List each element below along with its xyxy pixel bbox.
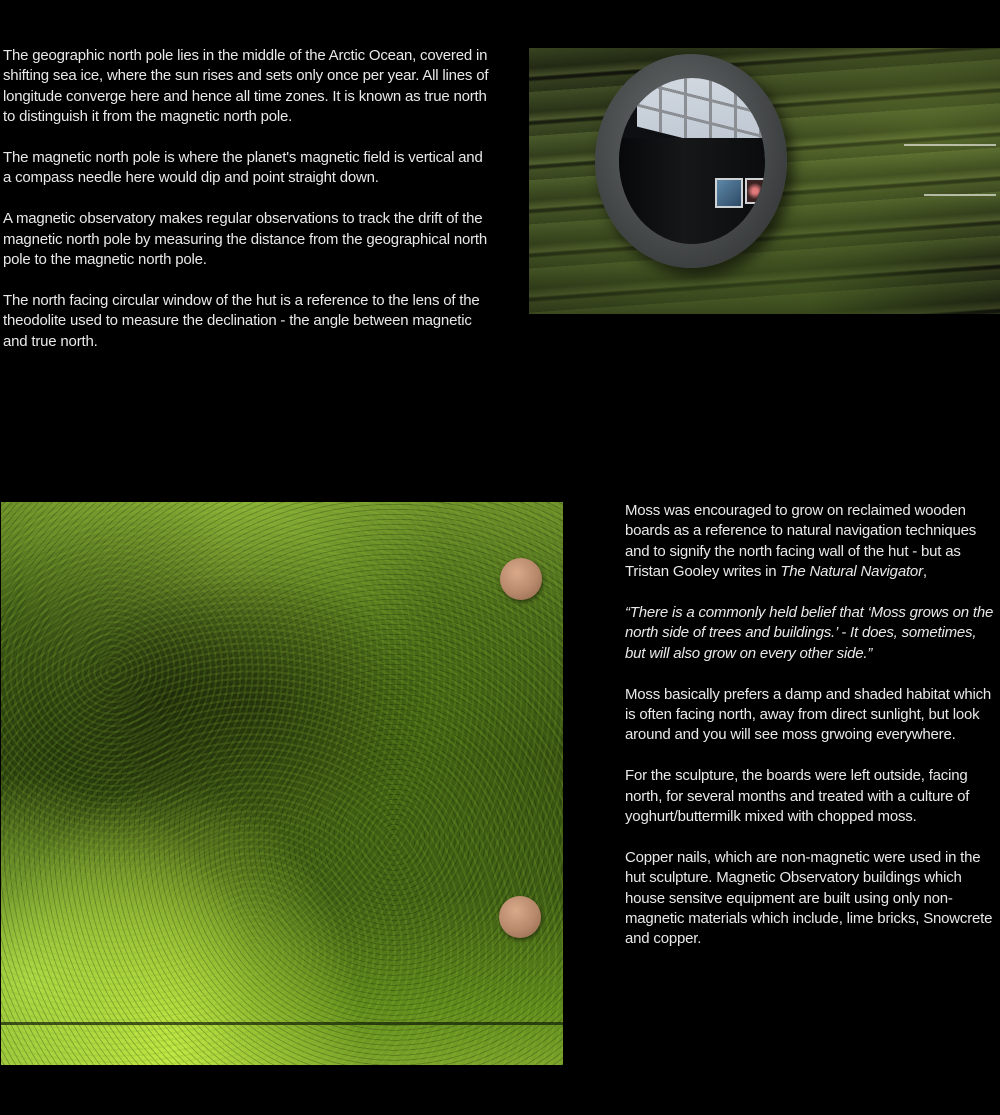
moss-texture [1,502,563,1065]
gooley-quote [625,603,995,664]
moss-paragraph-1 [625,501,995,583]
moss-paragraph-1-start: Moss was encouraged to grow on reclaimed wooden boards as a reference to natural navigation techniques and to signify the north facing wall of the hut - but as Tristan Gooley writes in [625,502,977,581]
moss-text [625,501,995,950]
framed-picture [745,178,765,204]
intro-paragraph-3: A magnetic observatory makes regular observations to track the drift of the magnetic north pole by measuring the distance from the geographical north pole to the magnetic north pole. [3,210,488,269]
board-gap [1,1022,563,1025]
intro-paragraph-4: The north facing circular window of the hut is a reference to the lens of the theodolite used to measure the declination - the angle between magnetic and true north. [3,291,480,350]
copper-nail [500,558,542,600]
intro-paragraph-1: The geographic north pole lies in the middle of the Arctic Ocean, covered in shifting sea ice, where the sun rises and sets only once per year. All lines of longitude converge here and hence all time zones. It is known as true north to distinguish it from the magnetic north pole. [3,47,489,126]
circular-window-frame [595,54,787,268]
book-title: The Natural Navigator [780,563,923,581]
framed-picture [715,178,743,208]
board-scratch [904,144,996,146]
moss-paragraph-4: For the sculpture, the boards were left outside, facing north, for several months and treated with a culture of yoghurt/buttermilk mixed with chopped moss. [625,767,970,826]
moss-closeup-photo [1,502,563,1065]
moss-paragraph-3: Moss basically prefers a damp and shaded habitat which is often facing north, away from direct sunlight, but look around and you will see moss grwoing everywhere. [625,685,992,744]
interior-wall [619,138,765,244]
window-interior-view [619,78,765,244]
hut-circular-window-photo [529,48,1000,314]
intro-text [3,46,493,352]
moss-paragraph-5: Copper nails, which are non-magnetic were used in the hut sculpture. Magnetic Observatory buildings which house sensitve equipment are built using only non-magnetic materials which include, lime bricks, Snowcrete and copper. [625,848,993,948]
intro-paragraph-2: The magnetic north pole is where the planet's magnetic field is vertical and a compass needle here would dip and point straight down. [3,149,483,187]
board-scratch [924,194,996,196]
moss-paragraph-1-end: , [922,563,927,581]
gooley-quote-text: “There is a commonly held belief that ‘Moss grows on the north side of trees and buildings.’ - It does, sometimes, but will also grow on every other side.” [625,604,994,662]
copper-nail [499,896,541,938]
